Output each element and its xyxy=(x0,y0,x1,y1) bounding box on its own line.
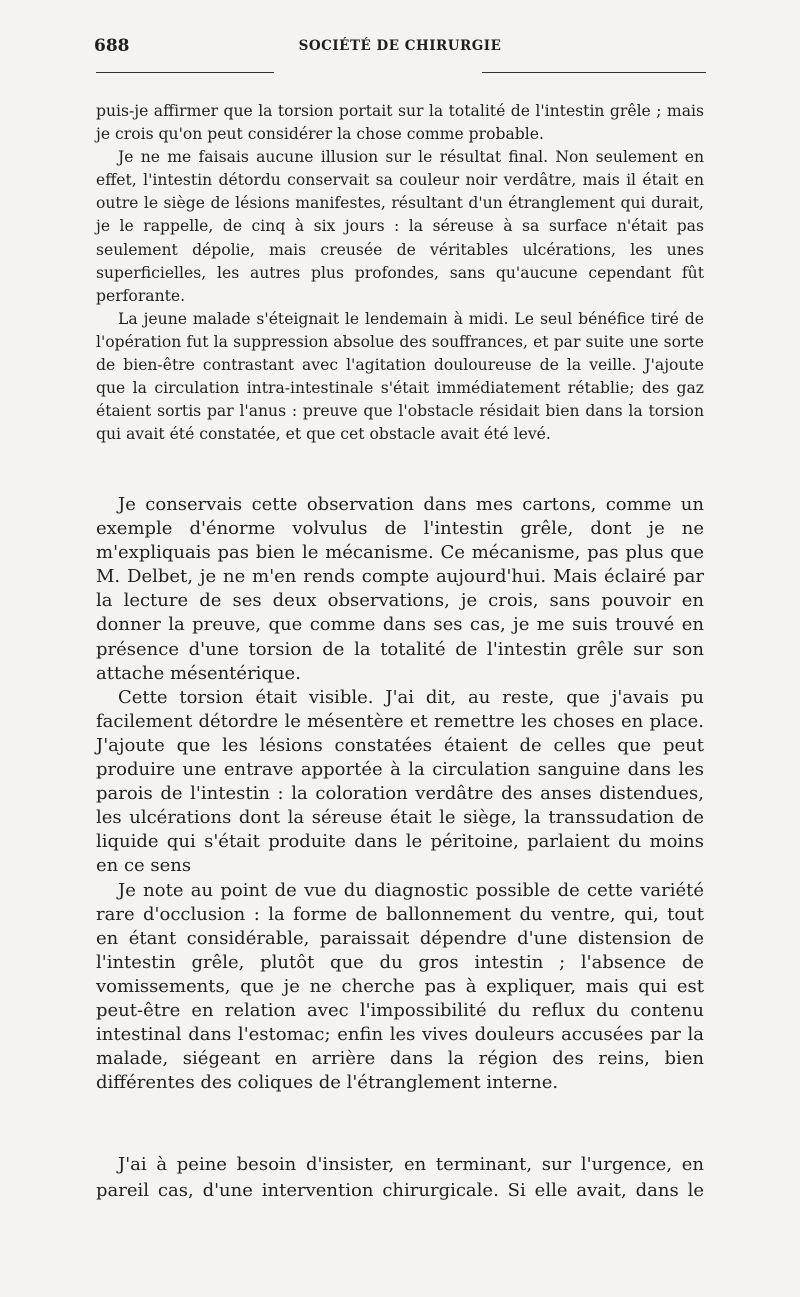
small-paragraph-1: puis-je affirmer que la torsion portait sur la totalité de l'intestin grêle ; mais je crois qu'on peut considérer la chose comme probable. xyxy=(96,102,704,144)
closing-section xyxy=(96,1152,704,1204)
main-paragraph-4: J'ai à peine besoin d'insister, en terminant, sur l'urgence, en pareil cas, d'une intervention chirurgicale. Si elle avait, dans le xyxy=(96,1154,704,1201)
small-print-section xyxy=(96,100,704,446)
main-paragraph-2: Cette torsion était visible. J'ai dit, au reste, que j'avais pu facilement détordre le mésentère et remettre les choses en place. J'ajoute que les lésions constatées étaient de celles que peut produire une entrave apportée à la circulation sanguine dans les parois de l'intestin : la coloration verdâtre des anses distendues, les ulcérations dont la séreuse était le siège, la transsudation de liquide qui s'était produite dans le péritoine, parlaient du moins en ce sens xyxy=(96,686,704,877)
header-rule-left xyxy=(96,72,274,73)
running-title: SOCIÉTÉ DE CHIRURGIE xyxy=(298,38,502,54)
main-paragraph-3: Je note au point de vue du diagnostic possible de cette variété rare d'occlusion : la forme de ballonnement du ventre, qui, tout en étant considérable, paraissait dépendre d'une distension de l'intestin grêle, plutôt que du gros intestin ; l'absence de vomissements, que je ne cherche pas à expliquer, mais qui est peut-être en relation avec l'impossibilité du reflux du contenu intestinal dans l'estomac; enfin les vives douleurs accusées par la malade, siégeant en arrière dans la région des reins, bien différentes des coliques de l'étranglement interne. xyxy=(96,879,704,1094)
small-paragraph-2: Je ne me faisais aucune illusion sur le résultat final. Non seulement en effet, l'intestin détordu conservait sa couleur noir verdâtre, mais il était en outre le siège de lésions manifestes, résultant d'un étranglement qui durait, je le rappelle, de cinq à six jours : la séreuse à sa surface n'était pas seulement dépolie, mais creusée de véritables ulcérations, les unes superficielles, les autres plus profondes, sans qu'aucune cependant fût perforante. xyxy=(96,148,704,305)
header-rule-right xyxy=(482,72,706,73)
page-number: 688 xyxy=(94,36,130,56)
page-header xyxy=(0,36,800,58)
main-text-section xyxy=(96,493,704,1095)
main-paragraph-1: Je conservais cette observation dans mes cartons, comme un exemple d'énorme volvulus de l'intestin grêle, dont je ne m'expliquais pas bien le mécanisme. Ce mécanisme, pas plus que M. Delbet, je ne m'en rends compte aujourd'hui. Mais éclairé par la lecture de ses deux observations, je crois, sans pouvoir en donner la preuve, que comme dans ses cas, je me suis trouvé en présence d'une torsion de la totalité de l'intestin grêle sur son attache mésentérique. xyxy=(96,494,704,684)
small-paragraph-3: La jeune malade s'éteignait le lendemain à midi. Le seul bénéfice tiré de l'opération fut la suppression absolue des souffrances, et par suite une sorte de bien-être contrastant avec l'agitation douloureuse de la veille. J'ajoute que la circulation intra-intestinale s'était immédiatement rétablie; des gaz étaient sortis par l'anus : preuve que l'obstacle résidait bien dans la torsion qui avait été constatée, et que cet obstacle avait été levé. xyxy=(96,309,704,444)
